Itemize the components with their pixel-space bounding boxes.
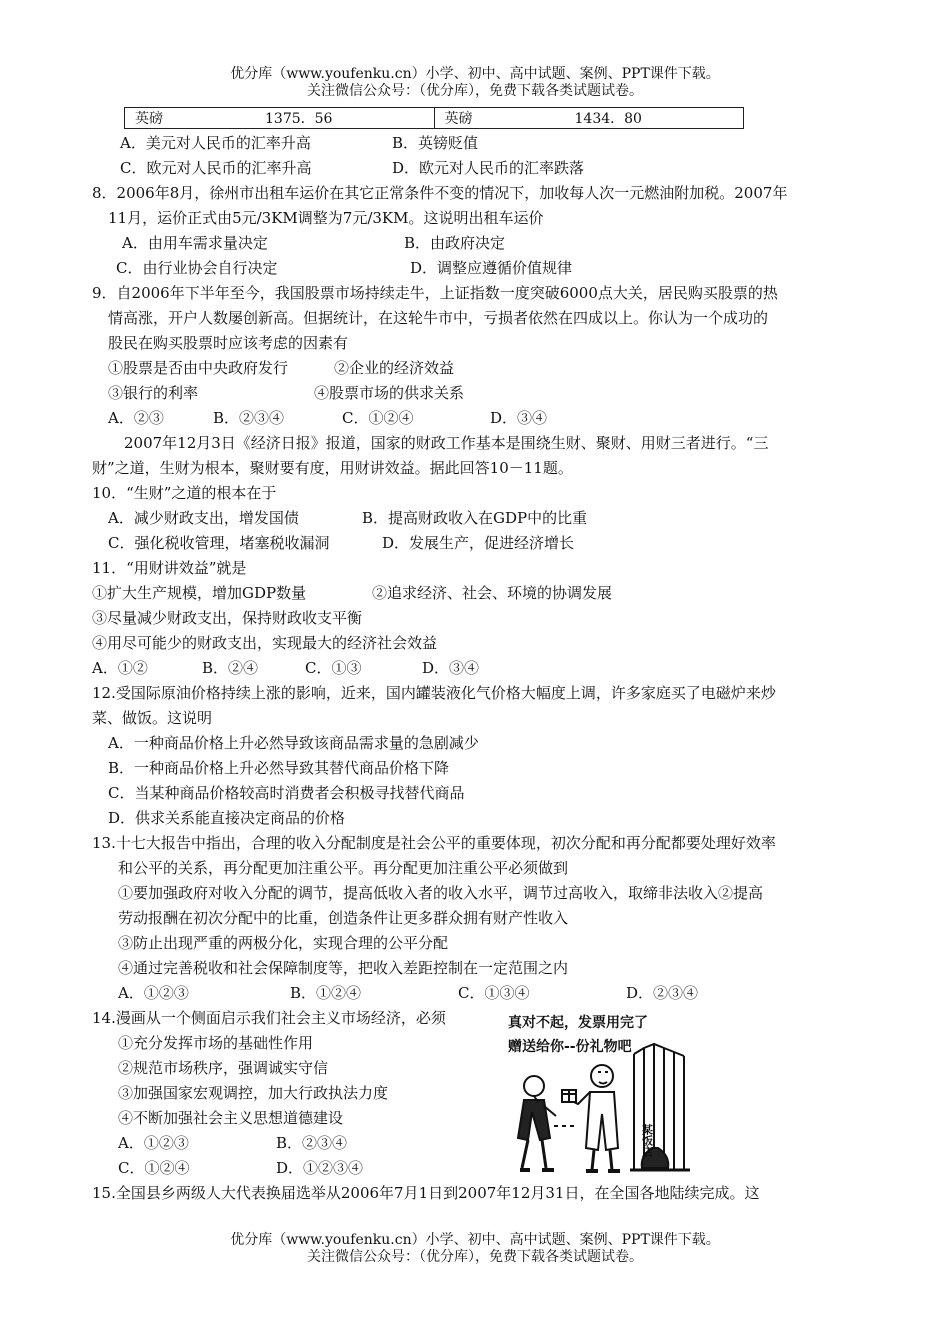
q10-option-c: C．强化税收管理，堵塞税收漏洞: [108, 534, 330, 552]
q8-stem-line-2: 11月，运价正式由5元/3KM调整为7元/3KM。这说明出租车运价: [108, 209, 544, 227]
q14-option-d: D．①②③④: [276, 1159, 364, 1177]
q10-option-a: A．减少财政支出，增发国债: [108, 509, 299, 527]
page-footer: [0, 1232, 950, 1266]
q14-option-b: B．②③④: [276, 1134, 348, 1152]
q8-stem-line-1: 8．2006年8月，徐州市出租车运价在其它正常条件不变的情况下，加收每人次一元燃油附加税。2007年: [92, 184, 788, 202]
q9-option-b: B．②③④: [213, 409, 285, 427]
q9-option-a: A．②③: [108, 409, 164, 427]
q9-stem-line-3: 股民在购买股票时应该考虑的因素有: [108, 334, 349, 352]
q14-item-3: ③加强国家宏观调控，加大行政执法力度: [118, 1084, 389, 1102]
q15-stem: 15.全国县乡两级人大代表换届选举从2006年7月1日到2007年12月31日，在全国各地陆续完成。这: [92, 1184, 760, 1202]
q7-option-d: D．欧元对人民币的汇率跌落: [392, 159, 585, 177]
currency-name: 英磅: [135, 111, 163, 127]
q7-option-a: A．美元对人民币的汇率升高: [120, 134, 311, 152]
q13-option-a: A．①②③: [118, 984, 189, 1002]
q11-option-c: C．①③: [305, 659, 362, 677]
q12-option-b: B．一种商品价格上升必然导致其替代商品价格下降: [108, 759, 450, 777]
q13-item-3: ③防止出现严重的两极分化，实现合理的公平分配: [118, 934, 449, 952]
page-header: [0, 66, 950, 100]
header-line-2: 关注微信公众号：（优分库），免费下载各类试题试卷。: [307, 83, 643, 99]
q11-option-d: D．③④: [422, 659, 480, 677]
q13-item-1: ①要加强政府对收入分配的调节，提高低收入者的收入水平，调节过高收入，取缔非法收入②提高: [118, 884, 764, 902]
currency-rate: 1434．80: [574, 111, 642, 127]
q8-option-a: A．由用车需求量决定: [122, 234, 268, 252]
q11-option-b: B．②④: [202, 659, 259, 677]
q12-option-d: D．供求关系能直接决定商品的价格: [108, 809, 346, 827]
q11-item-4: ④用尽可能少的财政支出，实现最大的经济社会效益: [92, 634, 438, 652]
q13-item-1-cont: 劳动报酬在初次分配中的比重，创造条件让更多群众拥有财产性收入: [118, 909, 569, 927]
cartoon-illustration: [494, 1008, 694, 1176]
q9-option-c: C．①②④: [342, 409, 414, 427]
q8-option-c: C．由行业协会自行决定: [116, 259, 278, 277]
q14-item-4: ④不断加强社会主义思想道德建设: [118, 1109, 344, 1127]
q9-item-1: ①股票是否由中央政府发行: [108, 359, 289, 377]
q9-stem-line-1: 9．自2006年下半年至今，我国股票市场持续走牛，上证指数一度突破6000点大关，居民购买股票的热: [92, 284, 778, 302]
q11-item-1: ①扩大生产规模，增加GDP数量: [92, 584, 307, 602]
q14-stem: 14.漫画从一个侧面启示我们社会主义市场经济，必须: [92, 1009, 446, 1027]
q10-stem: 10．“生财”之道的根本在于: [92, 484, 277, 502]
currency-rate: 1375．56: [265, 111, 333, 127]
cartoon-drawing: [494, 1008, 694, 1176]
q8-option-b: B．由政府决定: [404, 234, 506, 252]
cartoon-caption-1: 真对不起，发票用完了: [508, 1015, 648, 1031]
q12-stem-line-1: 12.受国际原油价格持续上涨的影响，近来，国内罐装液化气价格大幅度上调，许多家庭买了电磁炉来炒: [92, 684, 776, 702]
q13-option-c: C．①③④: [458, 984, 530, 1002]
cartoon-caption-2: 赠送给你--份礼物吧: [508, 1039, 632, 1055]
q14-item-2: ②规范市场秩序，强调诚实守信: [118, 1059, 329, 1077]
q14-option-c: C．①②④: [118, 1159, 190, 1177]
q14-option-a: A．①②③: [118, 1134, 189, 1152]
q13-option-d: D．②③④: [626, 984, 699, 1002]
q7-option-b: B．英镑贬值: [392, 134, 479, 152]
shop-sign: 某饭店: [640, 1124, 654, 1157]
exchange-rate-table: [124, 107, 744, 129]
q9-item-4: ④股票市场的供求关系: [314, 384, 465, 402]
q13-stem-line-2: 和公平的关系，再分配更加注重公平。再分配更加注重公平必须做到: [118, 859, 569, 877]
q9-item-3: ③银行的利率: [108, 384, 199, 402]
q8-option-d: D．调整应遵循价值规律: [410, 259, 573, 277]
footer-line-1: 优分库（www.youfenku.cn）小学、初中、高中试题、案例、PPT课件下载。: [230, 1232, 720, 1248]
q11-item-2: ②追求经济、社会、环境的协调发展: [372, 584, 613, 602]
table-cell: [125, 108, 434, 128]
passage-line-2: 财”之道，生财为根本，聚财要有度，用财讲效益。据此回答10－11题。: [92, 459, 573, 477]
passage-line-1: 2007年12月3日《经济日报》报道，国家的财政工作基本是围绕生财、聚财、用财三者进行。“三: [124, 434, 769, 452]
footer-line-2: 关注微信公众号：（优分库），免费下载各类试题试卷。: [307, 1249, 643, 1265]
q9-stem-line-2: 情高涨，开户人数屡创新高。但据统计，在这轮牛市中，亏损者依然在四成以上。你认为一个成功的: [108, 309, 769, 327]
q12-option-a: A．一种商品价格上升必然导致该商品需求量的急剧减少: [108, 734, 479, 752]
q11-option-a: A．①②: [92, 659, 148, 677]
q11-item-3: ③尽量减少财政支出，保持财政收支平衡: [92, 609, 363, 627]
currency-name: 英磅: [444, 111, 473, 127]
q7-option-c: C．欧元对人民币的汇率升高: [120, 159, 312, 177]
q12-stem-line-2: 菜、做饭。这说明: [92, 709, 213, 727]
header-line-1: 优分库（www.youfenku.cn）小学、初中、高中试题、案例、PPT课件下载。: [230, 66, 720, 82]
q13-stem-line-1: 13.十七大报告中指出，合理的收入分配制度是社会公平的重要体现，初次分配和再分配都要处理好效率: [92, 834, 776, 852]
q13-option-b: B．①②④: [290, 984, 362, 1002]
q10-option-d: D．发展生产，促进经济增长: [382, 534, 575, 552]
q9-item-2: ②企业的经济效益: [334, 359, 455, 377]
q10-option-b: B．提高财政收入在GDP中的比重: [362, 509, 588, 527]
q13-item-4: ④通过完善税收和社会保障制度等，把收入差距控制在一定范围之内: [118, 959, 569, 977]
q9-option-d: D．③④: [490, 409, 548, 427]
q11-stem: 11．“用财讲效益”就是: [92, 559, 247, 577]
q12-option-c: C．当某种商品价格较高时消费者会积极寻找替代商品: [108, 784, 465, 802]
table-cell: [434, 108, 744, 128]
q14-item-1: ①充分发挥市场的基础性作用: [118, 1034, 314, 1052]
